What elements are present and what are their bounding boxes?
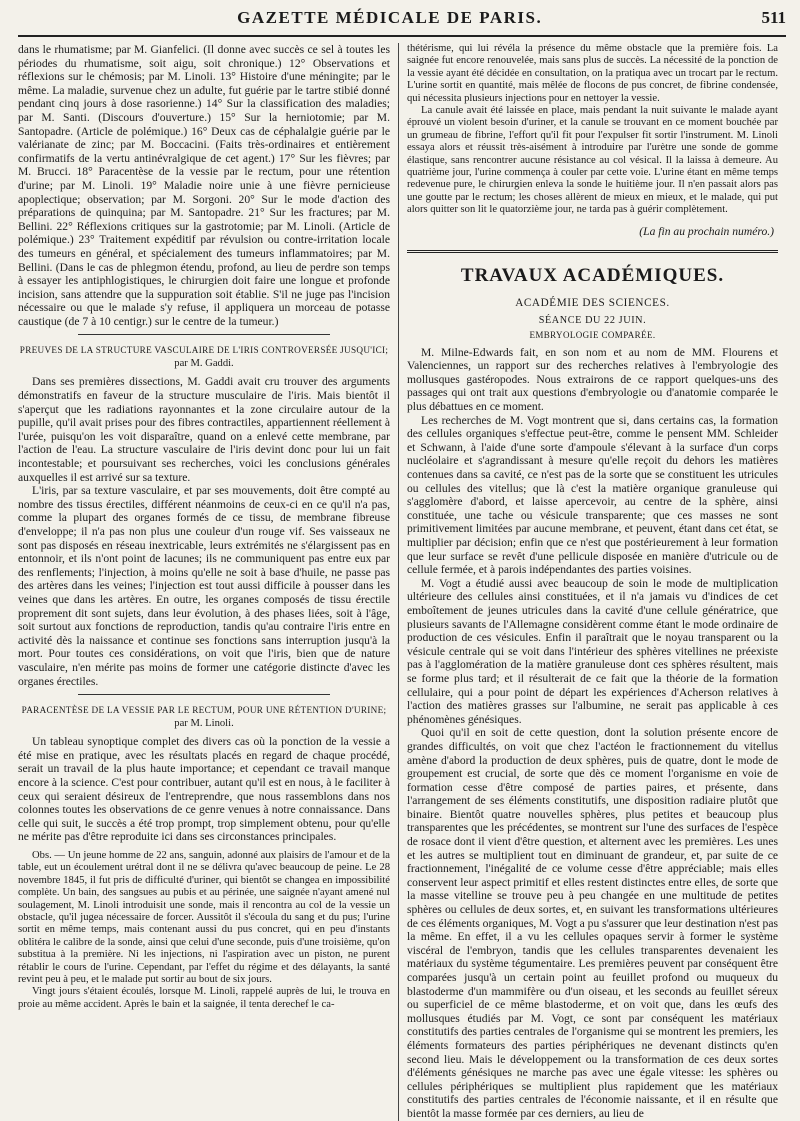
- canule-paragraph: La canule avait été laissée en place, mais pendant la nuit suivante le malade ayant éprouvé un violent besoin d'uriner, et la canule se trouvant en ce moment bouchée par un grumeau de fibrine, l'effort qu'il fit pour l'expulser fit sortir l'instrument. M. Linoli essaya alors et réussit très-aisément à introduire par l'urètre une sonde de gomme élastique, sans rencontrer aucune résistance au col vésical. Il la laissa à demeure. Au quatrième jour, l'urine commença à couler par cette voie. L'urine étant en même temps redevenue pure, le chirurgien enleva la sonde le huitième jour. Il n'en passait alors pas une goutte par le rectum; les choses allèrent de mieux en mieux, et le malade, qui put alors quitter son lit le quatorzième jour, ne tarda pas à guérir complètement.: [407, 105, 778, 216]
- section-author-gaddi: par M. Gaddi.: [174, 358, 234, 370]
- columns: [18, 43, 786, 1121]
- section-divider: [78, 334, 330, 335]
- iris-paragraph-1: Dans ses premières dissections, M. Gaddi avait cru trouver des arguments démonstratifs en faveur de la structure musculaire de l'iris. Mais bientôt il s'aperçut que les radiations rayonnantes et la zone circulaire autour de la pupille, qu'il avait prises pour des fibres contractiles, appartiennent réellement à l'urée, puisqu'on les voit disparaître, quand on a enlevé cette membrane, par l'action de l'eau. La structure vasculaire de l'iris devint donc pour lui un fait incontestable; et poursuivant ses recherches, voici les conclusions générales auxquelles il est arrivé sur sa texture.: [18, 375, 390, 484]
- section-author-linoli: par M. Linoli.: [174, 718, 234, 730]
- left-column: [18, 43, 398, 1121]
- page-header: [18, 8, 786, 37]
- right-column: [398, 43, 778, 1121]
- paracentese-paragraph-1: Un tableau synoptique complet des divers cas où la ponction de la vessie a été mise en pratique, avec les résultats placés en regard de chaque procédé, serait un travail de la plus haute importance; et cependant ce travail manque encore à la science. C'est pour contribuer, autant qu'il est en nous, à le faciliter à ceux qui seraient désireux de l'entreprendre, que nous rassemblons dans nos colonnes toutes les observations de ce genre venues à notre connaissance. Dans celle qui suit, le succès a été trop prompt, trop simplement obtenu, pour qu'elle ne mérite pas d'être reproduite ici dans ses circonstances principales.: [18, 735, 390, 844]
- section-title-paracentese: PARACENTÈSE DE LA VESSIE PAR LE RECTUM, POUR UNE RÉTENTION D'URINE;: [21, 705, 387, 716]
- page-number: 511: [761, 8, 786, 27]
- article-list-paragraph: dans le rhumatisme; par M. Gianfelici. (Il donne avec succès ce sel à toutes les périodes du rhumatisme, soit aigu, soit chronique.) 12° Observations et réflexions sur le chémosis; par M. Linoli. 13° Histoire d'une méningite; par le même. La maladie, survenue chez un adulte, fut guérie par le tartre stibié donné pendant cinq jours à dose rasorienne.) 14° Sur la classification des maladies; par M. Santi. (Discours d'ouverture.) 15° Sur la herniotomie; par M. Santopadre. (Article de polémique.) 16° Deux cas de céphalalgie guérie par le valérianate de zinc; par M. Boccacini. (Faits très-ordinaires et entièrement confirmatifs de la vertu antinévralgique de cet agent.) 17° Sur les fièvres; par M. Brucci. 18° Paracentèse de la vessie par le rectum, pour une rétention d'urine; par M. Linoli. 19° Maladie noire unie à une fièvre pernicieuse apoplectique; observation; par M. Sorgoni. 20° Sur le mode d'action des préparations de quinquina; par M. Santopadre. 21° Sur les fractures; par M. Bellini. 22° Réflexions critiques sur la gastrotomie; par M. Linoli. (Article de polémique.) 23° Traitement expéditif par révulsion ou contre-irritation locale des tumeurs en général, et spécialement des tumeurs inflammatoires; par M. Bellini. (Dans le cas de phlegmon étendu, profond, au lieu de perdre son temps à essayer les antiphlogistiques, le chirurgien doit faire une longue et profonde incision, sans attendre que la suppuration soit établie. S'il ne juge pas l'incision nécessaire ou que le malade s'y refuse, il appliquera un morceau de potasse caustique (de 7 à 10 centigr.) sur le centre de la tumeur.): [18, 43, 390, 328]
- seance-date: SÉANCE DU 22 JUIN.: [538, 314, 647, 326]
- continued-paragraph: thétérisme, qui lui révéla la présence du même obstacle que la première fois. La saignée fut encore renouvelée, mais sans plus de succès. La nécessité de la ponction de la vessie ayant été décidée en consultation, on la pratiqua avec un trocart par le rectum. L'urine sortit en quantité, mais mêlée de flocons de pus concret, de fibrine condensée, qui nécessita plusieurs injections pour en nettoyer la vessie.: [407, 43, 778, 104]
- continued-note: (La fin au prochain numéro.): [639, 224, 774, 238]
- section-header-travaux: [407, 250, 778, 287]
- publication-title: GAZETTE MÉDICALE DE PARIS.: [237, 8, 543, 27]
- academy-title: ACADÉMIE DES SCIENCES.: [515, 296, 670, 309]
- observation-paragraph: Obs. — Un jeune homme de 22 ans, sanguin, adonné aux plaisirs de l'amour et de la table, eut un écoulement urétral dont il ne se délivra qu'avec beaucoup de peine. Le 28 novembre 1845, il fut pris de difficulté d'uriner, qui bientôt se changea en impossibilité complète. Un bain, des sangsues au pubis et au périnée, une saignée n'ayant amené nul soulagement, M. Linoli introduisit une sonde, mais il rencontra au col de la vessie un obstacle, qu'il jugea nécessaire de forcer. Aussitôt il s'écoula du sang et du pus; l'urine sortit en même temps, mais contenant aussi du pus concret, qui en peu d'instants oblitéra le calibre de la sonde, ainsi que celui d'une seconde, puis d'une troisième, qu'on substitua à la première. Ni les injections, ni l'aspiration avec un piston, ne purent rétablir le cours de l'urine. Cependant, par l'effet du régime et des délayants, la santé revint peu à peu, et le malade put sortir au bout de six jours.: [18, 849, 390, 985]
- iris-paragraph-2: L'iris, par sa texture vasculaire, et par ses mouvements, doit être compté au nombre des tissus érectiles, différent néanmoins de ceux-ci en ce qu'il n'a pas, comme la plupart des organes formés de ce tissu, de membrane fibreuse d'enveloppe; il n'a pas non plus une couleur d'un rouge vif. Ses vaisseaux ne sont pas disposés en réseau inextricable, leurs extrémités ne s'élargissent pas en entonnoir, et ils n'ont point de lacunes; ils ne communiquent pas entre eux par des renflements; l'injection, à moins qu'elle ne soit à base d'huile, ne passe pas des artères dans les veines; l'injection est tout aussi difficile à pousser dans les veines que dans les artères. En outre, les organes composés de tissu érectile proprement dit sont sujets, dans leur évolution, à des phases liées, soit à l'âge, soit surtout aux fonctions de reproduction, tandis qu'au contraire l'iris entre en activité dès la naissance et continue ses fonctions sans interruption jusqu'à la mort. Pour toutes ces considérations, on voit que l'iris, bien que de nature vasculaire, n'en mérite pas moins de former une catégorie distincte d'avec les organes érectiles.: [18, 484, 390, 688]
- vogt-paragraph-1: Les recherches de M. Vogt montrent que si, dans certains cas, la formation des cellules organiques s'effectue peut-être, comme le pensent MM. Schleider et Schwann, à l'aide d'une sorte d'ampoule s'élevant à la surface d'un corps nucléolaire et s'agrandissant à mesure qu'elle reçoit du dehors les matières contenues dans sa cavité, ce n'est pas de la sorte que se constituent les utricules ou cellules des vitellus; que là c'est la matière organique granuleuse qui s'agglomère d'abord, et laisse apercevoir, au centre de la sphère, ainsi constituée, une tache ou vésicule transparente; que ces masses ne sont primitivement limitées par aucune membrane, et peuvent, étant dans cet état, se multiplier par décision; enfin que ce n'est que postérieurement à leur formation que leur surface se revêt d'une pellicule disposée en manière d'utricule ou de cellule fermée, et à parois indépendantes des parties voisines.: [407, 413, 778, 577]
- section-title-iris: PREUVES DE LA STRUCTURE VASCULAIRE DE L'IRIS CONTROVERSÉE JUSQU'ICI;: [19, 345, 389, 356]
- vogt-paragraph-2: M. Vogt a étudié aussi avec beaucoup de soin le mode de multiplication ultérieure des cellules ainsi constituées, et il n'a jamais vu d'indices de cet emboîtement de jeunes utricules dans la cavité d'une cellule génératrice, que plusieurs savants de l'Allemagne considèrent comme étant le mode ordinaire de production de ces vésicules. Enfin il paraîtrait que le noyau transparent ou la vésicule centrale qui se voit dans l'intérieur des sphères vitellines ne préexiste pas à l'agglomération de la matière granuleuse dont ces sphères résultent, mais se forme plus tard; et il résulterait de ce fait que la théorie de la formation cellulaire, qui a pour point de départ les expériences d'Acherson relatives à l'action des matières grasses sur l'albumine, ne serait pas applicable à ces phénomènes génésiques.: [407, 576, 778, 726]
- topic-title: EMBRYOLOGIE COMPARÉE.: [529, 329, 656, 340]
- continuation-paragraph: Vingt jours s'étaient écoulés, lorsque M. Linoli, rappelé auprès de lui, le trouva en proie au même accident. Après le bain et la saignée, il tenta derechef le ca-: [18, 986, 390, 1010]
- milne-edwards-paragraph: M. Milne-Edwards fait, en son nom et au nom de MM. Flourens et Valenciennes, un rapport sur des recherches relatives à l'embryologie des mollusques gastéropodes. Nous extrairons de ce rapport quelques-uns des passages qui ont trait aux questions d'embryologie ou d'anatomie comparée le plus débattues en ce moment.: [407, 345, 778, 414]
- travaux-title: TRAVAUX ACADÉMIQUES.: [460, 264, 725, 286]
- vogt-paragraph-3: Quoi qu'il en soit de cette question, dont la solution présente encore de grandes difficultés, on voit que chez l'actéon le fractionnement du vitellus amène d'abord la production de deux sphères, puis de quatre, dont le mode de groupement est crucial, de sorte que dès ce moment l'organisme en voie de formation cesse d'être composé de parties paires, et présente, dans l'arrangement de ses éléments constitutifs, une disposition radiaire plutôt que binaire. Bientôt quatre nouvelles sphères, plus petites et beaucoup plus transparentes que les précédentes, se montrent sur l'une des surfaces de l'espèce de rosace dont il vient d'être question, et alternent avec les premières. Les unes et les autres se multiplient tout en diminuant de grandeur, et, par suite de ce fractionnement, l'inégalité de ce volume cesse d'être appréciable; mais elles conservent leur aspect primitif et elles restent distinctes entre elles, de sorte que la masse vitelline se trouve peu à peu changée en une multitude de petites sphères ou cellules de deux sortes, et, en suivant les transformations ultérieures de ces éléments organiques, M. Vogt a pu s'assurer que leur destination n'est pas la même. En effet, il a vu les cellules opaques servir à former le système viscéral de l'embryon, tandis que les cellules transparentes devenaient les matériaux du système tégumentaire. Les premières peuvent par conséquent être comparées jusqu'à un certain point au feuillet profond ou muqueux du blastoderme d'un mammifère ou d'un oiseau, et les seconds au feuillet séreux ou superficiel de ce même blastoderme, et on voit que, dans les œufs des mollusques étudiés par M. Vogt, ce sont par conséquent les matériaux constitutifs des parties centrales de l'organisme qui se montrent les premiers, les éléments formateurs des parties périphériques ne devenant distincts qu'en second lieu. Mais le développement ou la transformation de ces deux sortes d'éléments génésiques ne marche pas avec une égale vitesse: les sphères ou cellules périphériques se multiplient plus rapidement que les matériaux constitutifs des parties centrales de l'économie naissante, et il en résulte que bientôt la masse formée par ces derniers, au lieu de: [407, 726, 778, 1120]
- section-divider: [78, 694, 330, 695]
